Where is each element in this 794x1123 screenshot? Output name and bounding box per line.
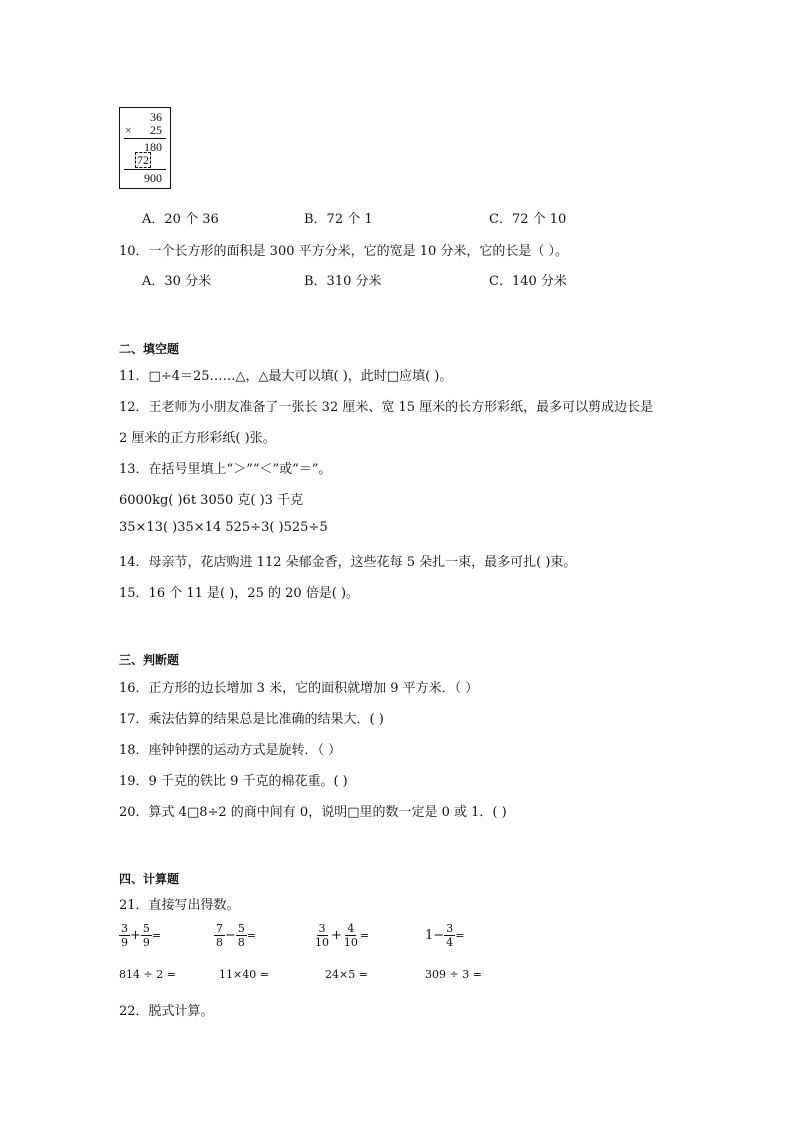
question-20: 20．算式 4□8÷2 的商中间有 0，说明□里的数一定是 0 或 1．( ) — [119, 805, 507, 820]
partial-product-1: 180 — [144, 140, 162, 154]
question-18: 18．座钟钟摆的运动方式是旋转．（ ） — [119, 743, 342, 758]
multiplicand: 36 — [150, 110, 162, 124]
calc-expression-3: 24×5 = — [325, 968, 368, 981]
q10-option-a: A．30 分米 — [142, 274, 212, 289]
fraction: $\frac{5}{9}$ — [142, 922, 150, 949]
fraction: $\frac{4}{10}$ — [343, 922, 358, 949]
calc-expression-2: 11×40 = — [219, 968, 269, 981]
fraction: $\frac{3}{4}$ — [446, 922, 454, 949]
question-13-row2: 35×13( )35×14 525÷3( )525÷5 — [119, 520, 328, 535]
q9-option-a: A．20 个 36 — [142, 212, 219, 227]
question-12-line2: 2 厘米的正方形彩纸( )张。 — [119, 431, 276, 446]
question-14: 14．母亲节，花店购进 112 朵郁金香，这些花每 5 朵扎一束，最多可扎( )束。 — [119, 555, 577, 570]
multiplication-figure — [119, 107, 171, 189]
q9-option-b: B．72 个 1 — [304, 212, 373, 227]
question-21: 21．直接写出得数。 — [119, 898, 240, 913]
fraction: $\frac{3}{9}$ — [121, 922, 128, 949]
question-19: 19．9 千克的铁比 9 千克的棉花重。( ) — [119, 774, 348, 789]
fraction-expression-1: $\frac{3}{9}$ + $\frac{5}{9}$ = — [121, 922, 162, 949]
question-10: 10．一个长方形的面积是 300 平方分米，它的宽是 10 分米，它的长是（ ）。 — [119, 244, 569, 259]
q10-option-c: C．140 分米 — [489, 274, 567, 289]
product-result: 900 — [144, 171, 162, 185]
fraction: $\frac{5}{8}$ — [237, 922, 245, 949]
multiply-sign: × — [125, 123, 132, 137]
fraction-expression-4: 1− $\frac{3}{4}$ = — [425, 922, 465, 949]
question-22: 22．脱式计算。 — [119, 1004, 214, 1019]
fraction-expression-3: $\frac{3}{10}$ + $\frac{4}{10}$ = — [315, 922, 370, 949]
question-13: 13．在括号里填上“＞”“＜”或“＝”。 — [119, 462, 332, 477]
question-12-line1: 12．王老师为小朋友准备了一张长 32 厘米、宽 15 厘米的长方形彩纸，最多可以剪成边长是 — [119, 400, 654, 415]
section-title-true-false: 三、判断题 — [119, 653, 180, 667]
question-13-row1: 6000kg( )6t 3050 克( )3 千克 — [119, 493, 304, 508]
calc-expression-1: 814 ÷ 2 = — [119, 968, 176, 981]
question-11: 11．□÷4＝25……△，△最大可以填( )，此时□应填( )。 — [119, 369, 453, 384]
section-title-fill-blank: 二、填空题 — [119, 342, 180, 356]
divider-line — [124, 169, 166, 170]
question-17: 17．乘法估算的结果总是比准确的结果大．( ) — [119, 712, 384, 727]
question-15: 15．16 个 11 是( )，25 的 20 倍是( )。 — [119, 586, 360, 601]
fraction: $\frac{3}{10}$ — [315, 922, 329, 949]
section-title-calculation: 四、计算题 — [119, 872, 180, 886]
calc-expression-4: 309 ÷ 3 = — [425, 968, 482, 981]
fraction: $\frac{7}{8}$ — [216, 922, 223, 949]
divider-line — [124, 138, 166, 139]
multiplier: 25 — [150, 123, 162, 137]
q10-option-b: B．310 分米 — [304, 274, 382, 289]
fraction-expression-2: $\frac{7}{8}$ − $\frac{5}{8}$ = — [216, 922, 257, 949]
partial-product-2: 72 — [137, 153, 149, 167]
question-16: 16．正方形的边长增加 3 米，它的面积就增加 9 平方米．（ ） — [119, 681, 479, 696]
q9-option-c: C．72 个 10 — [489, 212, 567, 227]
